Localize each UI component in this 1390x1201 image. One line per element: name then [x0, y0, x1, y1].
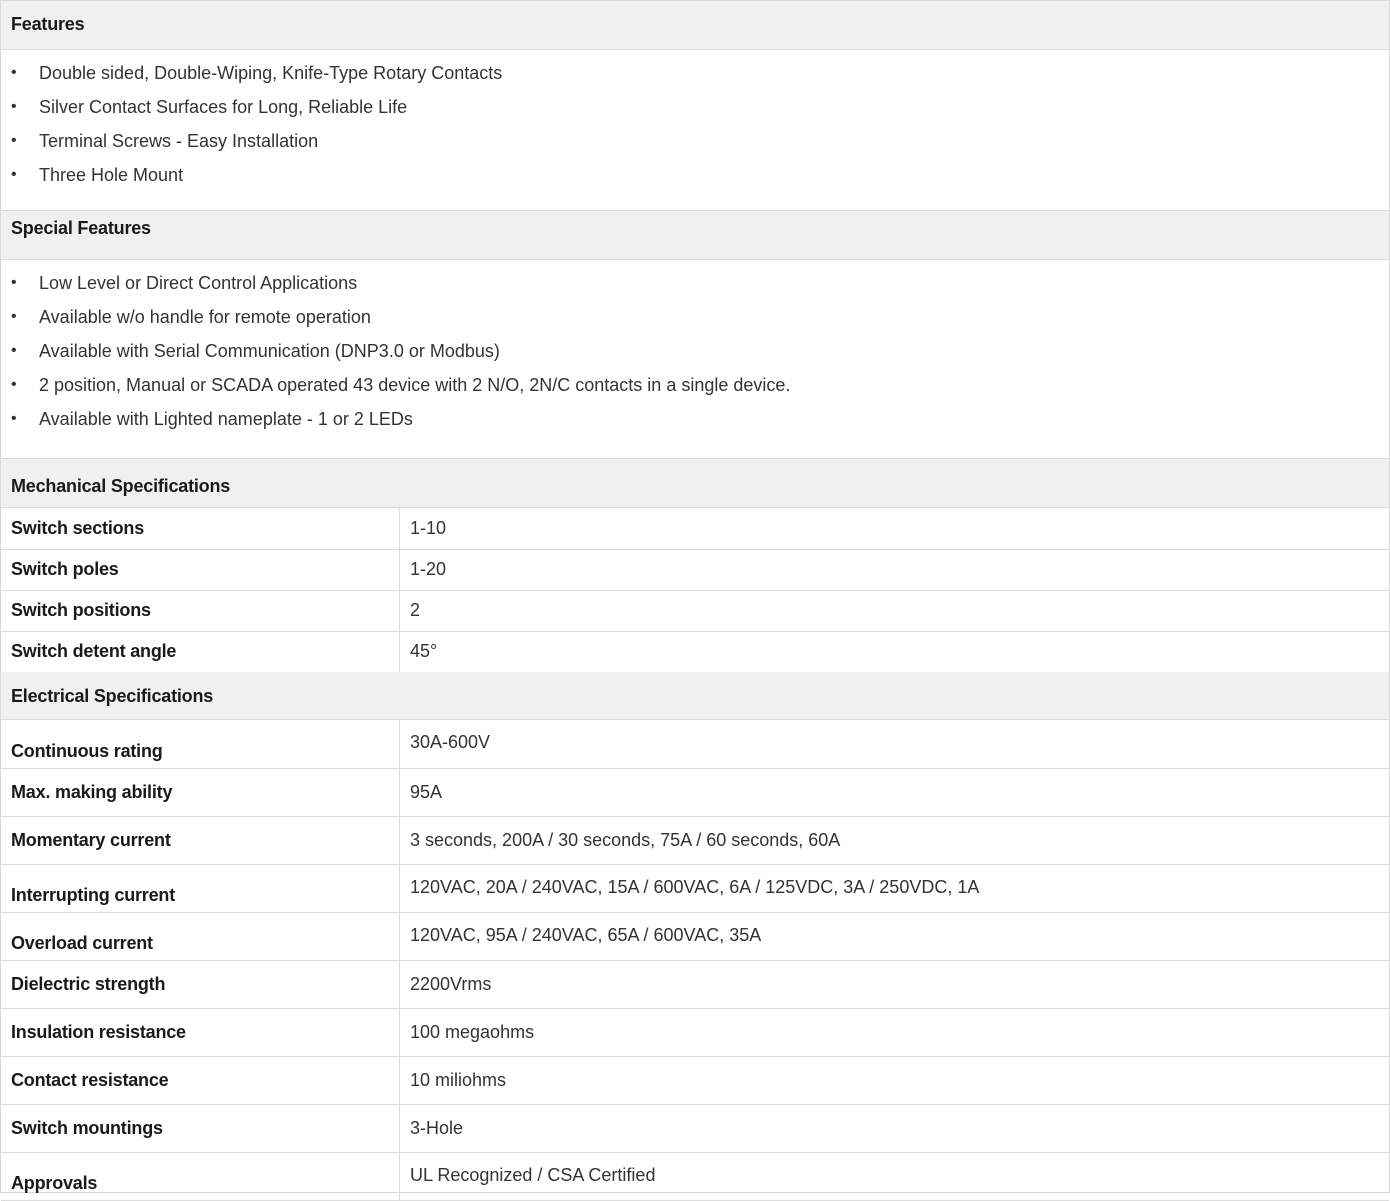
spec-label: Interrupting current: [1, 864, 400, 912]
bullet-icon: •: [11, 308, 17, 325]
spec-value: 1-10: [400, 508, 1390, 549]
table-row: [1, 864, 1389, 912]
list-item: [1, 158, 1389, 192]
features-title: Features: [11, 14, 85, 34]
mechanical-title: Mechanical Specifications: [11, 476, 231, 496]
bullet-icon: •: [11, 410, 17, 427]
special-feature-text: Available with Serial Communication (DNP3.0 or Modbus): [39, 341, 500, 361]
spec-label: Max. making ability: [1, 768, 400, 816]
spec-value: 1-20: [400, 549, 1390, 590]
table-row: [1, 960, 1389, 1008]
electrical-header: [1, 672, 1389, 720]
mechanical-header: [1, 459, 1389, 508]
features-header: [1, 1, 1389, 50]
spec-label: Insulation resistance: [1, 1008, 400, 1056]
feature-text: Silver Contact Surfaces for Long, Reliable Life: [39, 97, 408, 117]
table-row: [1, 590, 1389, 631]
spec-label: Momentary current: [1, 816, 400, 864]
bullet-icon: •: [11, 64, 17, 81]
table-row: [1, 912, 1389, 960]
bullet-icon: •: [11, 274, 17, 291]
spec-value: 2200Vrms: [400, 960, 1390, 1008]
list-item: [1, 300, 1389, 334]
table-row: [1, 816, 1389, 864]
list-item: [1, 56, 1389, 90]
special-feature-text: 2 position, Manual or SCADA operated 43 device with 2 N/O, 2N/C contacts in a single device.: [39, 375, 791, 395]
list-item: [1, 266, 1389, 300]
spec-label: Continuous rating: [1, 720, 400, 768]
mechanical-table: [1, 508, 1389, 673]
spec-label: Contact resistance: [1, 1056, 400, 1104]
table-row: [1, 768, 1389, 816]
table-row: [1, 549, 1389, 590]
feature-text: Double sided, Double-Wiping, Knife-Type Rotary Contacts: [39, 63, 503, 83]
table-row: [1, 508, 1389, 549]
spec-value: UL Recognized / CSA Certified: [400, 1152, 1390, 1200]
feature-text: Three Hole Mount: [39, 165, 184, 185]
spec-label: Switch detent angle: [1, 631, 400, 672]
table-row: [1, 1008, 1389, 1056]
bullet-icon: •: [11, 166, 17, 183]
special-features-header: [1, 211, 1389, 260]
table-row: [1, 720, 1389, 768]
bullet-icon: •: [11, 376, 17, 393]
special-features-list: [1, 260, 1389, 459]
feature-text: Terminal Screws - Easy Installation: [39, 131, 319, 151]
spec-value: 45°: [400, 631, 1390, 672]
special-features-title: Special Features: [11, 218, 151, 238]
table-row: [1, 631, 1389, 672]
spec-value: 30A-600V: [400, 720, 1390, 768]
features-list: [1, 50, 1389, 211]
list-item: [1, 368, 1389, 402]
electrical-title: Electrical Specifications: [11, 686, 214, 706]
special-feature-text: Low Level or Direct Control Applications: [39, 273, 358, 293]
spec-value: 3-Hole: [400, 1104, 1390, 1152]
spec-value: 3 seconds, 200A / 30 seconds, 75A / 60 seconds, 60A: [400, 816, 1390, 864]
table-row: [1, 1104, 1389, 1152]
bullet-icon: •: [11, 342, 17, 359]
special-feature-text: Available w/o handle for remote operation: [39, 307, 371, 327]
spec-value: 10 miliohms: [400, 1056, 1390, 1104]
spec-label: Switch mountings: [1, 1104, 400, 1152]
bullet-icon: •: [11, 132, 17, 149]
spec-label: Dielectric strength: [1, 960, 400, 1008]
spec-label: Switch positions: [1, 590, 400, 631]
spec-label: Approvals: [1, 1152, 400, 1200]
list-item: [1, 402, 1389, 436]
spec-value: 95A: [400, 768, 1390, 816]
spec-value: 120VAC, 20A / 240VAC, 15A / 600VAC, 6A / 125VDC, 3A / 250VDC, 1A: [400, 864, 1390, 912]
spec-value: 120VAC, 95A / 240VAC, 65A / 600VAC, 35A: [400, 912, 1390, 960]
spec-label: Switch sections: [1, 508, 400, 549]
electrical-table: [1, 720, 1389, 1201]
spec-label: Overload current: [1, 912, 400, 960]
list-item: [1, 334, 1389, 368]
special-feature-text: Available with Lighted nameplate - 1 or 2 LEDs: [39, 409, 413, 429]
spec-value: 2: [400, 590, 1390, 631]
list-item: [1, 124, 1389, 158]
table-row: [1, 1056, 1389, 1104]
bullet-icon: •: [11, 98, 17, 115]
spec-label: Switch poles: [1, 549, 400, 590]
spec-value: 100 megaohms: [400, 1008, 1390, 1056]
list-item: [1, 90, 1389, 124]
